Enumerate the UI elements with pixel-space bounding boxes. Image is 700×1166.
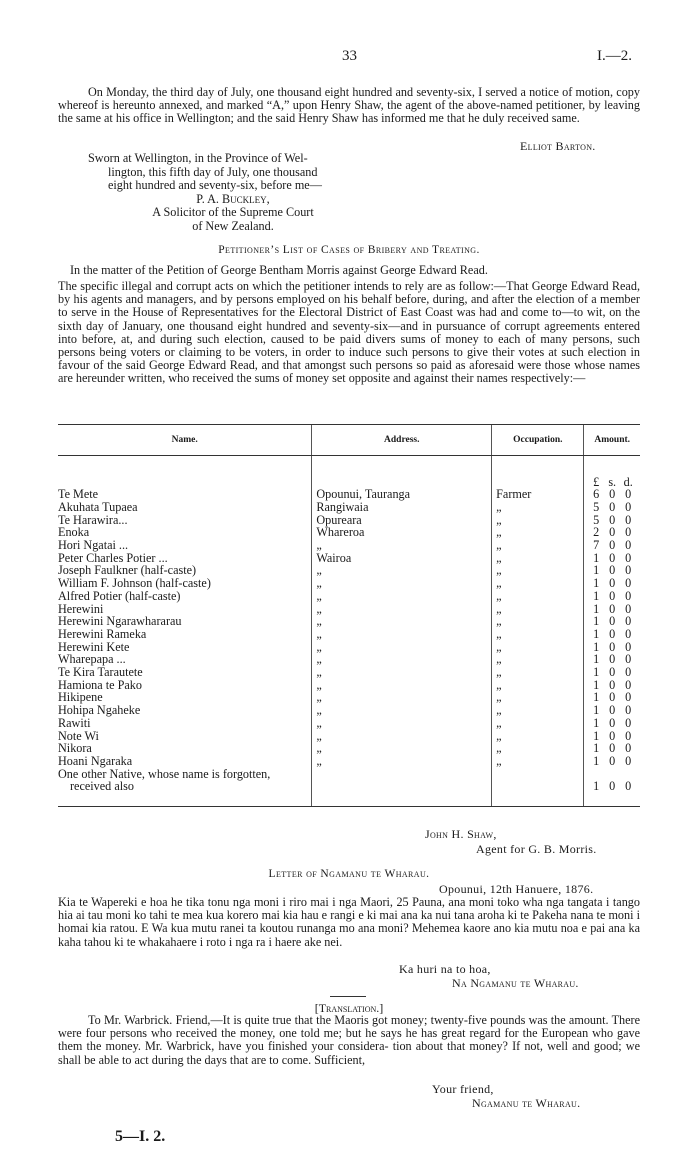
name-text: Nikora bbox=[58, 741, 92, 756]
amount-d: 0 bbox=[625, 499, 632, 514]
amount-d: 0 bbox=[625, 614, 632, 629]
amount-s: 0 bbox=[609, 639, 616, 654]
cell-occupation bbox=[492, 730, 584, 743]
amount-d: 0 bbox=[625, 690, 632, 705]
table-row bbox=[58, 780, 640, 793]
translation-title: [Translation.] bbox=[314, 1001, 384, 1015]
amount-d: 0 bbox=[625, 576, 632, 591]
cell-address bbox=[312, 755, 492, 768]
occupation-text: „ bbox=[496, 563, 502, 578]
table-row bbox=[58, 641, 640, 654]
name-text: Te Kira Tarautete bbox=[58, 665, 143, 680]
name-text: Hoani Ngaraka bbox=[58, 753, 133, 768]
cell-address bbox=[312, 628, 492, 641]
amount-s: 0 bbox=[609, 652, 616, 667]
occupation-text: „ bbox=[496, 588, 502, 603]
cell-address bbox=[312, 552, 492, 565]
page-number: 33 bbox=[342, 48, 357, 64]
amount-l: 5 bbox=[593, 512, 600, 527]
cell-occupation bbox=[492, 641, 584, 654]
matter-line: In the matter of the Petition of George Bentham Morris against George Edward Read. bbox=[70, 263, 488, 277]
amount-s: 0 bbox=[609, 499, 616, 514]
occupation-text: „ bbox=[496, 690, 502, 705]
cell-occupation bbox=[492, 717, 584, 730]
amount-d: 0 bbox=[625, 728, 632, 743]
cell-occupation bbox=[492, 603, 584, 616]
name-text: Peter Charles Potier ... bbox=[58, 550, 168, 565]
cell-occupation bbox=[492, 539, 584, 552]
cell-name bbox=[58, 704, 312, 717]
cell-occupation bbox=[492, 501, 584, 514]
cell-address bbox=[312, 526, 492, 539]
name-text: Herewini bbox=[58, 601, 104, 616]
name-text: William F. Johnson (half-caste) bbox=[58, 576, 211, 591]
table-bottom-spacer bbox=[58, 793, 640, 806]
cell-amount bbox=[584, 590, 640, 603]
cell-occupation bbox=[492, 488, 584, 501]
sworn-line-6: of New Zealand. bbox=[192, 218, 274, 233]
cell-occupation bbox=[492, 514, 584, 527]
cell-amount bbox=[584, 539, 640, 552]
amount-d: 0 bbox=[625, 626, 632, 641]
amount-s: 0 bbox=[609, 487, 616, 502]
amount-d: 0 bbox=[625, 665, 632, 680]
section-divider bbox=[330, 996, 366, 997]
table-header-row bbox=[58, 425, 640, 456]
amount-l: 1 bbox=[593, 728, 600, 743]
name-text: Herewini Ngarawhararau bbox=[58, 614, 182, 629]
occupation-text: „ bbox=[496, 601, 502, 616]
occupation-text: „ bbox=[496, 715, 502, 730]
col-header-amount: Amount. bbox=[584, 425, 640, 456]
occupation-text: „ bbox=[496, 525, 502, 540]
sworn-line-5: A Solicitor of the Supreme Court bbox=[152, 205, 314, 219]
amount-d: 0 bbox=[625, 677, 632, 692]
cell-name bbox=[58, 730, 312, 743]
agent-role: Agent for G. B. Morris. bbox=[476, 842, 597, 856]
amount-d: 0 bbox=[625, 779, 632, 794]
address-text: Rangiwaia bbox=[316, 499, 369, 514]
table-body bbox=[58, 456, 640, 807]
table-row bbox=[58, 590, 640, 603]
cell-address bbox=[312, 679, 492, 692]
sworn-line-2: lington, this fifth day of July, one thousand bbox=[108, 164, 318, 179]
address-text: Whareroa bbox=[316, 525, 365, 540]
cell-amount bbox=[584, 780, 640, 793]
amount-l: 1 bbox=[593, 576, 600, 591]
occupation-text: „ bbox=[496, 614, 502, 629]
name-text: Herewini Kete bbox=[58, 639, 130, 654]
name-text: Hikipene bbox=[58, 690, 103, 705]
cell-amount bbox=[584, 717, 640, 730]
name-text: Akuhata Tupaea bbox=[58, 499, 138, 514]
cell-address bbox=[312, 717, 492, 730]
name-text: Te Mete bbox=[58, 487, 99, 502]
cell-name bbox=[58, 780, 312, 793]
address-text: „ bbox=[316, 677, 322, 692]
amount-l: 1 bbox=[593, 741, 600, 756]
name-text: Te Harawira... bbox=[58, 512, 128, 527]
amount-d: 0 bbox=[625, 512, 632, 527]
name-text: Hori Ngatai ... bbox=[58, 538, 129, 553]
name-text: Enoka bbox=[58, 525, 90, 540]
page-footer-ref: 5—I. 2. bbox=[115, 1128, 166, 1145]
amount-s: 0 bbox=[609, 538, 616, 553]
cell-amount bbox=[584, 704, 640, 717]
amount-d: 0 bbox=[625, 652, 632, 667]
col-header-occupation: Occupation. bbox=[492, 425, 584, 456]
amount-d: 0 bbox=[625, 487, 632, 502]
amount-l: 1 bbox=[593, 626, 600, 641]
address-text: „ bbox=[316, 538, 322, 553]
amount-l: 1 bbox=[593, 550, 600, 565]
amount-l: 7 bbox=[593, 538, 600, 553]
name-text: received also bbox=[70, 779, 134, 794]
address-text: „ bbox=[316, 652, 322, 667]
amount-d: 0 bbox=[625, 639, 632, 654]
amount-s: 0 bbox=[609, 588, 616, 603]
amount-s: 0 bbox=[609, 665, 616, 680]
address-text: Opureara bbox=[316, 512, 362, 527]
address-text: „ bbox=[316, 639, 322, 654]
amount-l: 2 bbox=[593, 525, 600, 540]
cell-address bbox=[312, 666, 492, 679]
occupation-text: „ bbox=[496, 753, 502, 768]
cell-amount bbox=[584, 628, 640, 641]
amount-d: 0 bbox=[625, 601, 632, 616]
cell-occupation bbox=[492, 653, 584, 666]
cell-occupation bbox=[492, 615, 584, 628]
amount-s: 0 bbox=[609, 626, 616, 641]
cell-amount bbox=[584, 666, 640, 679]
address-text: „ bbox=[316, 728, 322, 743]
cell-occupation bbox=[492, 704, 584, 717]
amount-l: 1 bbox=[593, 690, 600, 705]
address-text: „ bbox=[316, 715, 322, 730]
list-title: Petitioner’s List of Cases of Bribery and Treating. bbox=[218, 244, 480, 256]
cell-address bbox=[312, 742, 492, 755]
cell-occupation bbox=[492, 691, 584, 704]
amount-l: 6 bbox=[593, 487, 600, 502]
amount-s: 0 bbox=[609, 550, 616, 565]
cell-occupation bbox=[492, 552, 584, 565]
amount-s: 0 bbox=[609, 563, 616, 578]
address-text: „ bbox=[316, 614, 322, 629]
amount-d: 0 bbox=[625, 525, 632, 540]
occupation-text: „ bbox=[496, 677, 502, 692]
cell-address bbox=[312, 603, 492, 616]
amount-s: 0 bbox=[609, 753, 616, 768]
address-text: Wairoa bbox=[316, 550, 352, 565]
address-text: „ bbox=[316, 665, 322, 680]
name-text: Rawiti bbox=[58, 715, 91, 730]
amount-s: 0 bbox=[609, 614, 616, 629]
amount-s: 0 bbox=[609, 741, 616, 756]
cell-address bbox=[312, 768, 492, 781]
letter-date: Opounui, 12th Hanuere, 1876. bbox=[439, 882, 594, 896]
cell-occupation bbox=[492, 526, 584, 539]
name-text: Note Wi bbox=[58, 728, 99, 743]
table-row bbox=[58, 730, 640, 743]
table-row bbox=[58, 666, 640, 679]
amount-s: 0 bbox=[609, 703, 616, 718]
sworn-line-4: P. A. Buckley, bbox=[196, 191, 270, 206]
col-header-name: Name. bbox=[58, 425, 312, 456]
unit-pounds: £ bbox=[593, 474, 600, 489]
cell-occupation bbox=[492, 590, 584, 603]
translation-closing-2: Ngamanu te Wharau. bbox=[472, 1096, 581, 1110]
amount-l: 1 bbox=[593, 677, 600, 692]
address-text: Opounui, Tauranga bbox=[316, 487, 411, 502]
occupation-text: „ bbox=[496, 512, 502, 527]
cell-occupation bbox=[492, 666, 584, 679]
cell-address bbox=[312, 704, 492, 717]
amount-l: 1 bbox=[593, 779, 600, 794]
amount-l: 1 bbox=[593, 614, 600, 629]
sworn-line-1: Sworn at Wellington, in the Province of Wel- bbox=[88, 151, 308, 165]
table-row bbox=[58, 742, 640, 755]
table-row bbox=[58, 679, 640, 692]
occupation-text: „ bbox=[496, 703, 502, 718]
name-text: Hamiona te Pako bbox=[58, 677, 142, 692]
amount-d: 0 bbox=[625, 741, 632, 756]
occupation-text: „ bbox=[496, 728, 502, 743]
address-text: „ bbox=[316, 703, 322, 718]
amount-s: 0 bbox=[609, 525, 616, 540]
amount-s: 0 bbox=[609, 601, 616, 616]
signature-elliot-barton: Elliot Barton. bbox=[520, 139, 596, 153]
amount-s: 0 bbox=[609, 715, 616, 730]
name-text: Herewini Rameka bbox=[58, 626, 147, 641]
amount-d: 0 bbox=[625, 715, 632, 730]
occupation-text: „ bbox=[496, 741, 502, 756]
amount-d: 0 bbox=[625, 538, 632, 553]
address-text: „ bbox=[316, 601, 322, 616]
document-reference: I.—2. bbox=[597, 48, 632, 64]
amount-s: 0 bbox=[609, 728, 616, 743]
amount-s: 0 bbox=[609, 576, 616, 591]
cell-occupation bbox=[492, 679, 584, 692]
amount-d: 0 bbox=[625, 753, 632, 768]
cell-occupation bbox=[492, 755, 584, 768]
occupation-text: „ bbox=[496, 576, 502, 591]
address-text: „ bbox=[316, 576, 322, 591]
amount-l: 5 bbox=[593, 499, 600, 514]
cell-occupation bbox=[492, 628, 584, 641]
cell-address bbox=[312, 653, 492, 666]
amount-l: 1 bbox=[593, 715, 600, 730]
cell-address bbox=[312, 564, 492, 577]
unit-shillings: s. bbox=[608, 474, 617, 489]
bribery-table bbox=[58, 424, 640, 807]
cell-occupation bbox=[492, 742, 584, 755]
amount-l: 1 bbox=[593, 639, 600, 654]
cell-address bbox=[312, 590, 492, 603]
translation-closing-1: Your friend, bbox=[432, 1082, 494, 1096]
table-row bbox=[58, 653, 640, 666]
cell-address bbox=[312, 780, 492, 793]
occupation-text: Farmer bbox=[496, 487, 532, 502]
cell-amount bbox=[584, 501, 640, 514]
cell-amount bbox=[584, 577, 640, 590]
address-text: „ bbox=[316, 626, 322, 641]
occupation-text: „ bbox=[496, 652, 502, 667]
amount-s: 0 bbox=[609, 512, 616, 527]
table-row bbox=[58, 628, 640, 641]
name-text: Hohipa Ngaheke bbox=[58, 703, 141, 718]
address-text: „ bbox=[316, 741, 322, 756]
occupation-text: „ bbox=[496, 639, 502, 654]
cell-occupation bbox=[492, 780, 584, 793]
amount-d: 0 bbox=[625, 550, 632, 565]
sworn-line-3: eight hundred and seventy-six, before me— bbox=[108, 178, 322, 192]
cell-empty bbox=[492, 793, 584, 806]
occupation-text: „ bbox=[496, 665, 502, 680]
amount-d: 0 bbox=[625, 703, 632, 718]
amount-l: 1 bbox=[593, 588, 600, 603]
amount-l: 1 bbox=[593, 563, 600, 578]
cell-amount bbox=[584, 755, 640, 768]
name-text: Alfred Potier (half-caste) bbox=[58, 588, 181, 603]
cell-address bbox=[312, 615, 492, 628]
name-text: One other Native, whose name is forgotten, bbox=[58, 766, 271, 781]
bribery-paragraph: The specific illegal and corrupt acts on which the petitioner intends to rely are as follow:—That George Edward Read, by his agents and managers, and by persons employed on his behalf before, during, and after the election of a member to serve in the House of Representatives for the Electoral District of East Coast was had and come to—to wit, on the sixth day of January, one thousand eight hundred and seventy-six—and in pursuance of corrupt agreements entered into before, at, and during such election, caused to be paid divers sums of money to each of many persons, such persons being voters or claiming to be voters, in order to induce such persons to give their votes at such election in favour of the said George Edward Read, and that amongst such persons so paid as aforesaid were those whose names are hereunder written, who received the sums of money set opposite and against their names respectively:— bbox=[58, 279, 640, 386]
occupation-text: „ bbox=[496, 550, 502, 565]
amount-l: 1 bbox=[593, 652, 600, 667]
amount-l: 1 bbox=[593, 665, 600, 680]
cell-address bbox=[312, 691, 492, 704]
address-text: „ bbox=[316, 690, 322, 705]
table-row bbox=[58, 717, 640, 730]
cell-occupation bbox=[492, 768, 584, 781]
cell-address bbox=[312, 641, 492, 654]
occupation-text: „ bbox=[496, 626, 502, 641]
name-text: Joseph Faulkner (half-caste) bbox=[58, 563, 197, 578]
translation-body: To Mr. Warbrick. Friend,—It is quite true that the Maoris got money; twenty-five pounds was the amount. There were four persons who received the money, one told me; but he says he has great regard for the European who gave them the money. Mr. Warbrick, have you finished your considera- tion about that money? If not, well and good; we shall be able to act during the days that are to come. Sufficient, bbox=[58, 1013, 640, 1067]
cell-occupation bbox=[492, 564, 584, 577]
amount-d: 0 bbox=[625, 563, 632, 578]
amount-s: 0 bbox=[609, 779, 616, 794]
amount-s: 0 bbox=[609, 677, 616, 692]
amount-l: 1 bbox=[593, 703, 600, 718]
table-row bbox=[58, 704, 640, 717]
cell-address bbox=[312, 730, 492, 743]
amount-l: 1 bbox=[593, 753, 600, 768]
table-row bbox=[58, 691, 640, 704]
sworn-block bbox=[88, 152, 378, 233]
address-text: „ bbox=[316, 753, 322, 768]
signature-john-shaw: John H. Shaw, bbox=[425, 827, 497, 841]
address-text: „ bbox=[316, 563, 322, 578]
cell-address bbox=[312, 577, 492, 590]
amount-l: 1 bbox=[593, 601, 600, 616]
amount-s: 0 bbox=[609, 690, 616, 705]
table-spacer-row bbox=[58, 456, 640, 476]
table-row bbox=[58, 526, 640, 539]
cell-empty bbox=[312, 793, 492, 806]
occupation-text: „ bbox=[496, 499, 502, 514]
col-header-address: Address. bbox=[312, 425, 492, 456]
cell-empty bbox=[584, 793, 640, 806]
letter-closing-1: Ka huri na to hoa, bbox=[399, 962, 491, 976]
name-text: Wharepapa ... bbox=[58, 652, 126, 667]
amount-d: 0 bbox=[625, 588, 632, 603]
cell-name bbox=[58, 514, 312, 527]
unit-pence: d. bbox=[623, 474, 633, 489]
table-row bbox=[58, 768, 640, 781]
cell-empty bbox=[58, 793, 312, 806]
cell-amount bbox=[584, 488, 640, 501]
letter-title: Letter of Ngamanu te Wharau. bbox=[268, 868, 430, 880]
affidavit-paragraph: On Monday, the third day of July, one thousand eight hundred and seventy-six, I served a notice of motion, copy whereof is hereunto annexed, and marked “A,” upon Henry Shaw, the agent of the above-named petitioner, by leaving the same at his office in Wellington; and the said Henry Shaw has informed me that he duly received same. bbox=[58, 85, 640, 126]
cell-occupation bbox=[492, 577, 584, 590]
occupation-text: „ bbox=[496, 538, 502, 553]
letter-closing-2: Na Ngamanu te Wharau. bbox=[452, 976, 579, 990]
letter-body-maori: Kia te Wapereki e hoa he tika tonu nga moni i riro mai i nga Maori, 25 Pauna, ana moni toko wha nga tangata i tango hia ai tau moni ko tahi te mea kua korero mai kia hau e rangi e ki mai ana ka nui tana aroha ki te Pakeha nana te moni i homai kia ratou. E Wa kua mutu ranei ta koutou runanga mo ana moni? Mehemea kaore ano kia mutu noa e pai ana ka kaha tahou ki te whakahaere i roto i nga ra i haere ake nei. bbox=[58, 895, 640, 949]
address-text: „ bbox=[316, 588, 322, 603]
